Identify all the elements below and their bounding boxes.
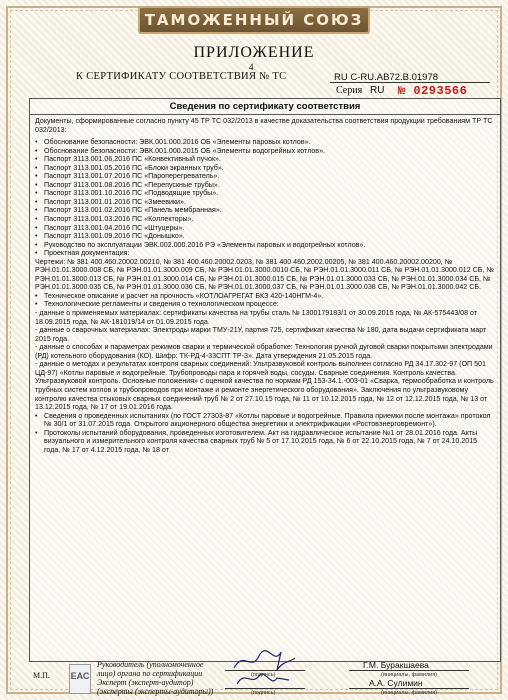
head-signature-caption: (подпись) bbox=[251, 672, 276, 678]
serial-number: № 0293566 bbox=[398, 84, 468, 98]
list-item bbox=[35, 429, 495, 455]
list-item bbox=[35, 206, 495, 215]
list-item-text: Паспорт 3113.001.04.2016 ПС «Штуцеры». bbox=[44, 223, 185, 232]
list-item-text: - данные о методах и результатах контроля сварных соединений: Ультразвуковой контроль выполнен согласно РД 34.17.302-97 (ОП 501 ЦД-97) «Котлы паровые и водогрейные. Трубопроводы пара и горячей воды, сосуды. Сварные соединения. Контроль качества. Ультразвуковой контроль. Основные положения» с оценкой качества по нормам РД 153-34.1.-003-01 «Сварка, термообработка и контроль трубных систем котлов и трубопроводов при монтаже и ремонте энергетического оборудования». Заключения по ультразвуковому контролю качества стыковых сварных соединений труб № 2 от 27.10.15 года, № 11 от 10.12.2015 года, № 12 от 12.12.2015 года, № 13 от 13.12.2015 года, № 17 от 19.01.2016 года. bbox=[35, 360, 494, 412]
document-list-3 bbox=[35, 412, 495, 455]
cert-code-underline bbox=[330, 82, 490, 83]
list-item-text: - данные о способах и параметрах режимов сварки и термической обработке: Технология ручной дуговой сварки покрытыми электродами (РД) котельного оборудования (КО). Шифр: ТК-РД-4-33СПТ ТР-3». Дата утверждения 21.05.2015 года. bbox=[35, 343, 493, 360]
list-item-text: Паспорт 3113.001.03.2016 ПС «Коллекторы». bbox=[44, 215, 194, 224]
bullet-icon: • bbox=[35, 146, 38, 155]
list-item-text: - данные о применяемых материалах: сертификаты качества на трубы сталь № 1300179183/1 от 30.09.2015 года, № АК-575443/08 от 18.09.2015 года, № АК-181019/14 от 01.09.2015 года. bbox=[35, 309, 478, 326]
head-name-caption: (инициалы, фамилия) bbox=[381, 672, 438, 678]
bullet-icon: • bbox=[35, 163, 38, 172]
bullet-icon: • bbox=[35, 240, 38, 249]
list-item bbox=[35, 412, 495, 429]
process-details bbox=[35, 309, 495, 412]
head-name-line bbox=[349, 670, 469, 671]
list-item bbox=[35, 249, 495, 258]
eac-mark bbox=[69, 664, 91, 694]
list-item-text: Паспорт 3113.001.05.2016 ПС «Блоки экранных труб». bbox=[44, 163, 224, 172]
list-item-text: Паспорт 3113.001.01.2016 ПС «Змеевики». bbox=[44, 197, 186, 206]
list-item-text: Обоснование безопасности: ЭВК.001.000.2016 ОБ «Элементы паровых котлов». bbox=[44, 138, 311, 147]
list-item bbox=[35, 172, 495, 181]
list-item bbox=[35, 198, 495, 207]
list-item-text: Обоснование безопасности: ЭВК.001.000.2015 ОБ «Элементы водогрейных котлов». bbox=[44, 146, 325, 155]
list-item bbox=[35, 309, 495, 326]
list-item bbox=[35, 147, 495, 156]
bullet-icon: • bbox=[35, 155, 38, 164]
bullet-icon: • bbox=[35, 300, 38, 309]
certificate-line: К СЕРТИФИКАТУ СООТВЕТСТВИЯ № ТС bbox=[76, 71, 287, 82]
head-name: Г.М. Буракшаева bbox=[363, 660, 429, 670]
signature-area bbox=[29, 660, 501, 696]
bullet-icon: • bbox=[35, 249, 38, 258]
list-item-text: - данные о сварочных материалах: Электроды марки ТМУ-21У, партия 725, сертификат качества № 180, дата выдачи сертификата март 2015 года. bbox=[35, 326, 487, 343]
list-item bbox=[35, 343, 495, 360]
list-item bbox=[35, 138, 495, 147]
bullet-icon: • bbox=[35, 172, 38, 181]
appendix-title: ПРИЛОЖЕНИЕ bbox=[193, 44, 315, 61]
document-list bbox=[35, 138, 495, 258]
appendix-number: 4 bbox=[249, 62, 254, 72]
expert-signature bbox=[233, 666, 293, 690]
serie-value: RU bbox=[370, 85, 385, 96]
drawings-text: Чертежи: № 381 400.460.20002.00210, № 381 400.460.20002.0203, № 381 400 460.2002.00205, № 381 400.460.20002.00200, № РЭН.01.01.3000.008 СБ, № РЭН.01.01.3000.009 СБ, № РЭН.01.01.3000.0010 СБ, № РЭН.01.01.3000.011 СБ, № РЭН.01.01.3000.012 СБ, № РЭН.01.01.3000.013 СБ, № РЭН.01.01.3000.014 СБ, № РЭН.01.01.3000.015 СБ, № РЭН.01.01.3000.033 СБ, № РЭН.01.01.3000.034 СБ, № РЭН.01.01.3000.035 СБ, № РЭН.01.01.3000.036 СБ, № РЭН.01.01.3000.037 СБ, № РЭН.01.01.3000.038 СБ, № РЭН.01.01.3000.042 СБ. bbox=[35, 257, 494, 292]
details-content bbox=[30, 115, 500, 454]
list-item bbox=[35, 215, 495, 224]
list-item bbox=[35, 181, 495, 190]
expert-name-line bbox=[349, 688, 469, 689]
head-role-label: Руководитель (уполномоченное лицо) органа по сертификации bbox=[97, 660, 204, 678]
certificate-details-box bbox=[29, 98, 501, 662]
bullet-icon: • bbox=[35, 411, 38, 420]
stamp-place-label: М.П. bbox=[33, 671, 50, 680]
customs-union-banner bbox=[138, 6, 370, 34]
list-item bbox=[35, 189, 495, 198]
list-item-text: Технологические регламенты и сведения о технологическом процессе: bbox=[44, 300, 279, 309]
serie-label: Серия bbox=[336, 85, 363, 96]
bullet-icon: • bbox=[35, 138, 38, 147]
certificate-code: RU С-RU.АВ72.В.01978 bbox=[334, 72, 439, 83]
list-item bbox=[35, 155, 495, 164]
list-item bbox=[35, 360, 495, 411]
expert-signature-caption: (подпись) bbox=[251, 690, 276, 696]
banner-title: ТАМОЖЕННЫЙ СОЮЗ bbox=[144, 11, 364, 29]
list-item bbox=[35, 326, 495, 343]
bullet-icon: • bbox=[35, 180, 38, 189]
bullet-icon: • bbox=[35, 206, 38, 215]
list-item-text: Паспорт 3113.001.09.2016 ПС «Донышко». bbox=[44, 232, 185, 241]
list-item bbox=[35, 232, 495, 241]
bullet-icon: • bbox=[35, 197, 38, 206]
list-item-text: Сведения о проведенных испытаниях (по ГОСТ 27303-87 «Котлы паровые и водогрейные. Правила приемки после монтажа» протокол № 30/1 от 31.07.2015 года. Открытого акционерного общества энергетики и электрификации «Ростовэнерговремонт»). bbox=[44, 411, 491, 429]
list-item bbox=[35, 292, 495, 301]
bullet-icon: • bbox=[35, 291, 38, 300]
expert-name: А.А. Сулимин bbox=[369, 678, 423, 688]
list-item-text: Руководство по эксплуатации ЭВК.002.000.2016 РЭ «Элементы паровых и водогрейных котлов». bbox=[44, 240, 366, 249]
list-item bbox=[35, 164, 495, 173]
document-list-2 bbox=[35, 292, 495, 309]
list-item-text: Протоколы испытаний оборудования, проведенных изготовителем. Акт на гидравлическое испытание №1 от 28.01.2016 года. Акты визуального и измерительного контроля качества сварных труб № 5 от 17.10.2015 года, № 6 от 22.10.2015 года, № 7 от 24.10.2015 года, № 17 от 4.12.2015 года, № 18 от bbox=[44, 428, 478, 454]
bullet-icon: • bbox=[35, 428, 38, 437]
list-item bbox=[35, 300, 495, 309]
bullet-icon: • bbox=[35, 215, 38, 224]
list-item bbox=[35, 241, 495, 250]
list-item-text: Паспорт 3113.001.07.2016 ПС «Пароперегреватель». bbox=[44, 172, 220, 181]
list-item-text: Техническое описание и расчет на прочность «КОТЛОАГРЕГАТ БКЗ 420-140НГМ-4». bbox=[44, 291, 324, 300]
section-title: Сведения по сертификату соответствия bbox=[30, 99, 500, 115]
list-item-text: Паспорт 3113.001.10.2016 ПС «Подводящие трубы». bbox=[44, 189, 219, 198]
list-item-text: Паспорт 3113.001.06.2016 ПС «Конвективный пучок». bbox=[44, 155, 221, 164]
expert-role-label: Эксперт (эксперт-аудитор) (эксперты (эксперты-аудиторы)) bbox=[97, 678, 214, 696]
list-item-text: Проектная документация: bbox=[44, 249, 130, 258]
expert-name-caption: (инициалы, фамилия) bbox=[381, 690, 438, 696]
intro-text: Документы, сформированные согласно пункту 45 ТР ТС 032/2013 в качестве доказательства соответствия продукции требованиям ТР ТС 032/2013: bbox=[35, 117, 493, 134]
eac-mark-text: ЕАС bbox=[70, 671, 90, 681]
bullet-icon: • bbox=[35, 189, 38, 198]
list-item-text: Паспорт 3113.001.02.2016 ПС «Панель мембранная». bbox=[44, 206, 222, 215]
bullet-icon: • bbox=[35, 232, 38, 241]
list-item-text: Паспорт 3113.001.08.2016 ПС «Перепускные трубы». bbox=[44, 180, 220, 189]
bullet-icon: • bbox=[35, 223, 38, 232]
list-item bbox=[35, 224, 495, 233]
